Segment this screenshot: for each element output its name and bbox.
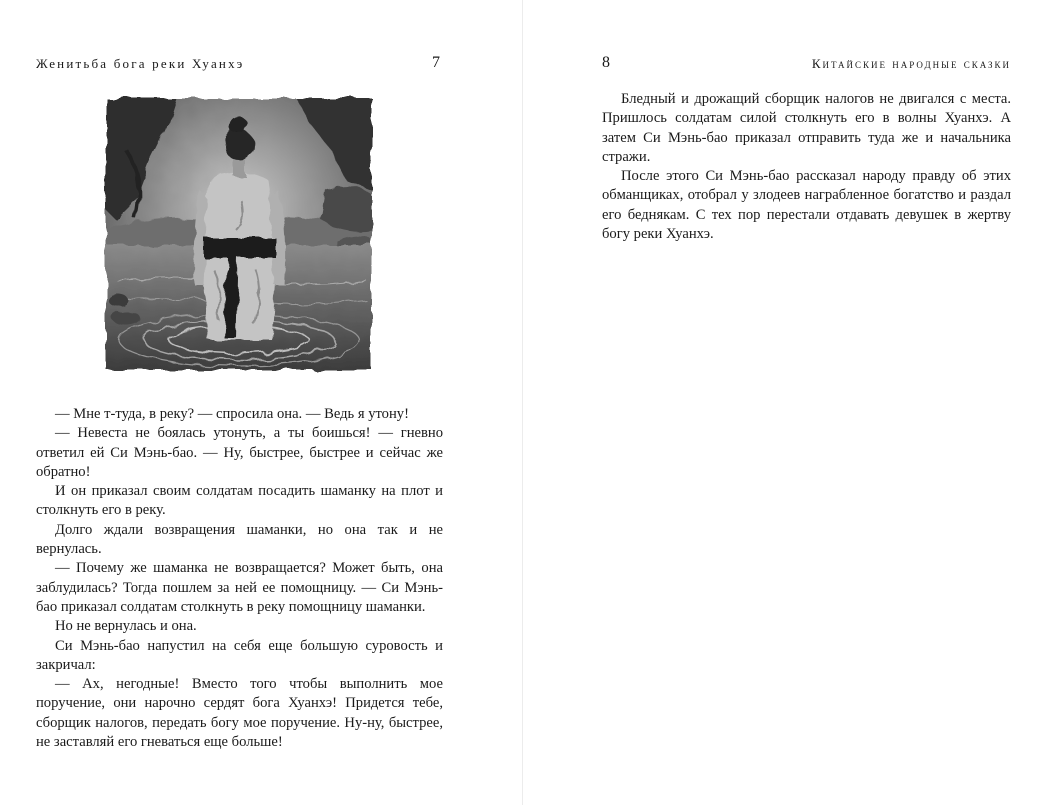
page-number-left: 7 bbox=[432, 54, 440, 71]
paragraph: После этого Си Мэнь-бао рассказал народу правду об этих обманщиках, отобрал у злодеев награбленное богатство и раздал его беднякам. С тех пор перестали отдавать девушек в жертву богу реки Хуанхэ. bbox=[602, 168, 1011, 243]
paragraph: — Ах, негодные! Вместо того чтобы выполнить мое поручение, они нарочно сердят бога Хуанхэ! Придется тебе, сборщик налогов, передать богу мое поручение. Ну-ну, быстрее, не заставляй его гневаться еще больше! bbox=[36, 676, 443, 751]
right-page bbox=[523, 0, 1053, 805]
paragraph: — Мне т-туда, в реку? — спросила она. — Ведь я утону! bbox=[55, 406, 409, 422]
paragraph: И он приказал своим солдатам посадить шаманку на плот и столкнуть его в реку. bbox=[36, 483, 443, 519]
paragraph: Бледный и дрожащий сборщик налогов не двигался с места. Пришлось солдатам силой столкнуть его в волны Хуанхэ. А затем Си Мэнь-бао приказал отправить туда же и начальника стражи. bbox=[602, 91, 1011, 165]
paragraph: — Почему же шаманка не возвращается? Может быть, она заблудилась? Тогда пошлем за ней ее помощницу. — Си Мэнь-бао приказал солдатам столкнуть в реку помощницу шаманки. bbox=[36, 560, 443, 615]
left-page-body-text bbox=[36, 405, 443, 752]
right-page-body-text bbox=[602, 90, 1011, 244]
left-page bbox=[0, 0, 523, 805]
running-title-right: Китайские народные сказки bbox=[811, 56, 1011, 71]
running-title-left: Женитьба бога реки Хуанхэ bbox=[36, 56, 245, 71]
paragraph: Долго ждали возвращения шаманки, но она так и не вернулась. bbox=[36, 521, 443, 558]
paragraph: Си Мэнь-бао напустил на себя еще большую суровость и закричал: bbox=[36, 637, 443, 673]
paragraph: — Невеста не боялась утонуть, а ты боишься! — гневно ответил ей Си Мэнь-бао. — Ну, быстрее, быстрее и сейчас же обратно! bbox=[36, 425, 443, 480]
woman-in-kimono-standing-in-river-illustration bbox=[96, 90, 382, 378]
paragraph: Но не вернулась и она. bbox=[55, 618, 197, 635]
page-number-right: 8 bbox=[602, 54, 610, 71]
